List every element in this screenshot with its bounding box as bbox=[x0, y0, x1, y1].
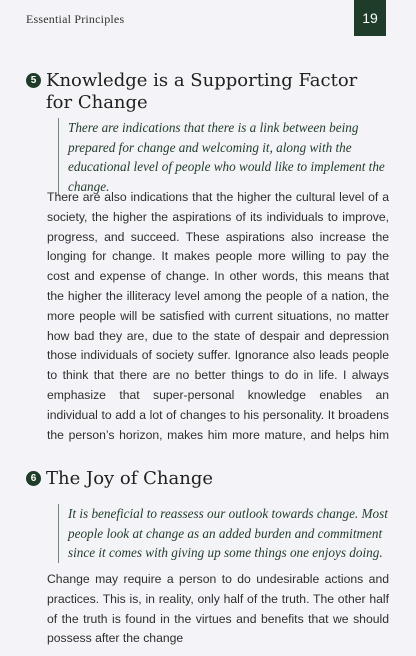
section-heading bbox=[30, 70, 386, 114]
page-header bbox=[0, 0, 416, 40]
page-number: 19 bbox=[354, 0, 386, 36]
section-title: The Joy of Change bbox=[46, 468, 214, 489]
body-paragraph: Change may require a person to do undesirable actions and practices. This is, in reality, only half of the truth. The other half of the truth is found in the virtues and benefits that we should possess after the change bbox=[47, 572, 389, 646]
section-heading bbox=[30, 468, 386, 490]
pullquote: It is beneficial to reassess our outlook towards change. Most people look at change as an added burden and commitment since it comes with giving up some things one enjoys doing. bbox=[58, 504, 398, 563]
body-paragraph: There are also indications that the higher the cultural level of a society, the higher the aspirations of its individuals to improve, progress, and succeed. These aspirations also increase the longing for change. It makes people more willing to pay the cost and expense of change. In other words, this means that the higher the illiteracy level among the people of a nation, the more people will be satisfied with current situations, no matter how bad they are, due to the state of despair and depression those individuals of society suffer. Ignorance also leads people to think that there are no better things to do in life. I always emphasize that super-personal knowledge enables an individual to add a lot of changes to his personality. It broadens the person’s horizon, makes him more mature, and helps him bbox=[47, 190, 389, 442]
pullquote: There are indications that there is a link between being prepared for change and welcoming it, along with the educational level of people who would like to implement the change. bbox=[58, 118, 398, 196]
section-title: Knowledge is a Supporting Factor for Change bbox=[46, 70, 358, 113]
section-number-badge: 5 bbox=[26, 73, 41, 88]
section-number-badge: 6 bbox=[26, 471, 41, 486]
running-head: Essential Principles bbox=[26, 12, 125, 26]
